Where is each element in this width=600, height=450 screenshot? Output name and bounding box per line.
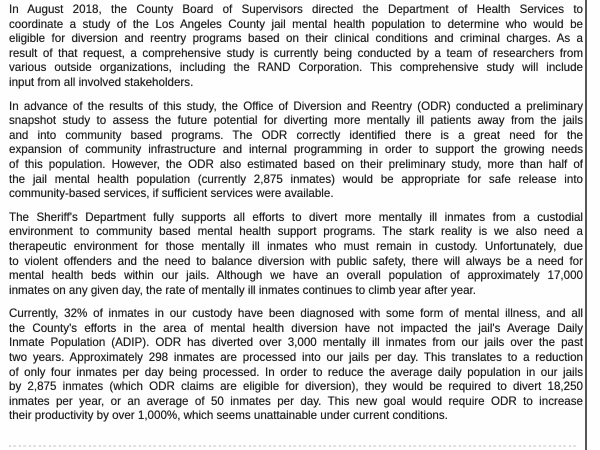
- text-line: the County's efforts in the area of mental health diversion have not impacted the jail's Average Daily: [9, 321, 583, 335]
- scan-artifact-line: [585, 0, 587, 450]
- text-line: community-based services, if sufficient services were available.: [9, 187, 334, 201]
- paragraph: [9, 3, 583, 91]
- document-body: [9, 3, 583, 424]
- text-line: environment to community based mental health support programs. The stark reality is we also need a: [9, 225, 583, 239]
- text-line: The Sheriff's Department fully supports all efforts to divert more mentally ill inmates from a custodial: [9, 210, 583, 224]
- text-line: In August 2018, the County Board of Supervisors directed the Department of Health Services to: [9, 3, 583, 16]
- text-line: and into community based programs. The ODR correctly identified there is a great need for the: [9, 128, 583, 142]
- text-line: of only four inmates per day being processed. In order to reduce the average daily population in our jails: [9, 365, 583, 379]
- paragraph: [9, 100, 583, 202]
- text-line: the jail mental health population (currently 2,875 inmates) would be appropriate for safe release into: [9, 172, 583, 186]
- text-line: coordinate a study of the Los Angeles County jail mental health population to determine who would be: [9, 17, 583, 31]
- text-line: snapshot study to assess the future potential for diverting more mentally ill patients away from the jails: [9, 114, 583, 128]
- text-line: various outside organizations, including the RAND Corporation. This comprehensive study will include: [9, 61, 583, 75]
- text-line: expansion of community infrastructure and internal programming in order to support the growing needs: [9, 143, 583, 157]
- text-line: to violent offenders and the need to balance diversion with public safety, there will always be a need for: [9, 254, 583, 268]
- cutoff-text-line: [9, 445, 578, 449]
- text-line: Currently, 32% of inmates in our custody have been diagnosed with some form of mental illness, and all: [9, 307, 583, 321]
- text-line: eligible for diversion and reentry programs based on their clinical conditions and criminal charges. As a: [9, 32, 583, 46]
- text-line: result of that request, a comprehensive study is currently being conducted by a team of researchers from: [9, 46, 583, 60]
- text-line: of this population. However, the ODR also estimated based on their preliminary study, more than half of: [9, 157, 583, 171]
- text-line: mental health beds within our jails. Although we have an overall population of approximately 17,000: [9, 269, 583, 283]
- paragraph: [9, 307, 583, 424]
- text-line: their productivity by over 1,000%, which seems unattainable under current conditions.: [9, 409, 448, 423]
- text-line: by 2,875 inmates (which ODR claims are eligible for diversion), they would be required to divert 18,250: [9, 380, 583, 394]
- text-line: therapeutic environment for those mentally ill inmates who must remain in custody. Unfortunately, due: [9, 239, 583, 253]
- text-line: Inmate Population (ADIP). ODR has diverted over 3,000 mentally ill inmates from our jails over the past: [9, 336, 583, 350]
- text-line: two years. Approximately 298 inmates are processed into our jails per day. This translates to a reduction: [9, 351, 583, 365]
- text-line: input from all involved stakeholders.: [9, 75, 194, 89]
- text-line: inmates on any given day, the rate of mentally ill inmates continues to climb year after year.: [9, 283, 476, 297]
- text-line: inmates per year, or an average of 50 inmates per day. This new goal would require ODR to increase: [9, 394, 583, 408]
- paragraph: [9, 211, 583, 299]
- text-line: In advance of the results of this study, the Office of Diversion and Reentry (ODR) conducted a preliminary: [9, 99, 583, 113]
